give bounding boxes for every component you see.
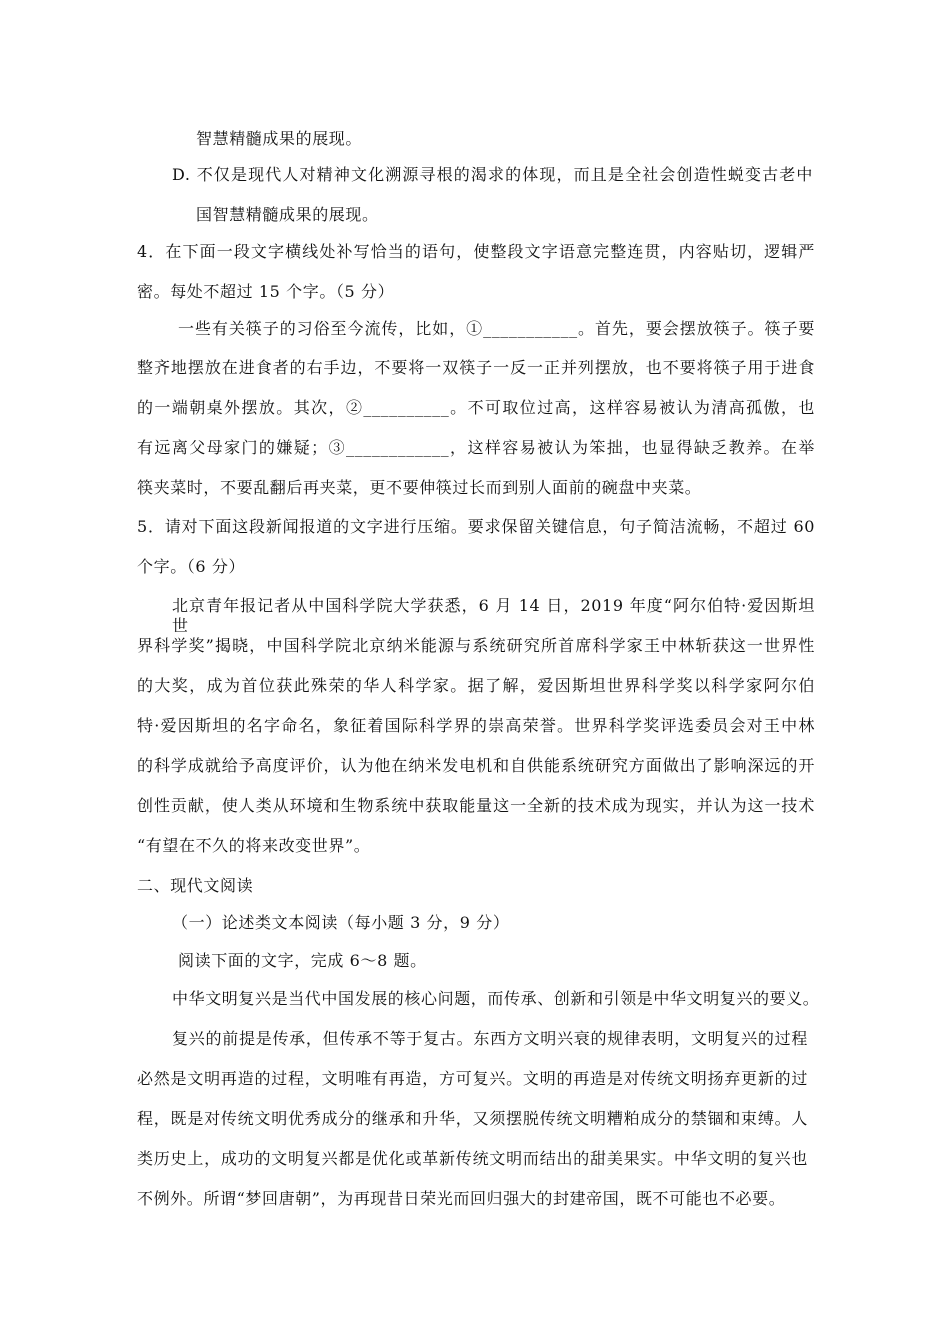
reading-instruction: 阅读下面的文字，完成 6～8 题。 [178, 951, 427, 970]
q3-option-d-line2: 国智慧精髓成果的展现。 [196, 205, 379, 224]
q5-prompt-line1: 5．请对下面这段新闻报道的文字进行压缩。要求保留关键信息，句子简洁流畅，不超过 60 [137, 517, 815, 536]
q4-passage-line: 整齐地摆放在进食者的右手边，不要将一双筷子一反一正并列摆放，也不要将筷子用于进食 [137, 358, 815, 377]
reading-passage-line: 中华文明复兴是当代中国发展的核心问题，而传承、创新和引领是中华文明复兴的要义。 [172, 989, 820, 1008]
reading-passage-line: 不例外。所谓“梦回唐朝”，为再现昔日荣光而回归强大的封建帝国，既不可能也不必要。 [137, 1189, 786, 1208]
section-subheading: （一）论述类文本阅读（每小题 3 分，9 分） [172, 913, 510, 932]
q3-option-d-line1: D. 不仅是现代人对精神文化溯源寻根的渴求的体现，而且是全社会创造性蜕变古老中 [172, 165, 813, 184]
q4-prompt-line1: 4．在下面一段文字横线处补写恰当的语句，使整段文字语意完整连贯，内容贴切，逻辑严 [137, 242, 815, 261]
reading-passage-line: 类历史上，成功的文明复兴都是优化或革新传统文明而结出的甜美果实。中华文明的复兴也 [137, 1149, 808, 1168]
q5-passage-line: 的大奖，成为首位获此殊荣的华人科学家。据了解，爱因斯坦世界科学奖以科学家阿尔伯 [137, 676, 815, 695]
q5-passage-line: “有望在不久的将来改变世界”。 [137, 836, 371, 855]
q5-passage-line: 特·爱因斯坦的名字命名，象征着国际科学界的崇高荣誉。世界科学奖评选委员会对王中林 [137, 716, 815, 735]
q5-passage-line: 创性贡献，使人类从环境和生物系统中获取能量这一全新的技术成为现实，并认为这一技术 [137, 796, 815, 815]
q4-passage-line: 的一端朝桌外摆放。其次，②__________。不可取位过高，这样容易被认为清高孤傲，也 [137, 398, 815, 417]
reading-passage-line: 程，既是对传统文明优秀成分的继承和升华，又须摆脱传统文明糟粕成分的禁锢和束缚。人 [137, 1109, 808, 1128]
q4-passage-line: 有远离父母家门的嫌疑；③____________，这样容易被认为笨拙，也显得缺乏教养。在举 [137, 438, 815, 457]
q5-passage-line: 北京青年报记者从中国科学院大学获悉，6 月 14 日，2019 年度“阿尔伯特·爱因斯坦世 [172, 596, 815, 635]
section-heading: 二、现代文阅读 [137, 876, 254, 895]
q5-passage-line: 界科学奖”揭晓，中国科学院北京纳米能源与系统研究所首席科学家王中林斩获这一世界性 [137, 636, 815, 655]
q4-passage-line: 筷夹菜时，不要乱翻后再夹菜，更不要伸筷过长而到别人面前的碗盘中夹菜。 [137, 478, 702, 497]
reading-passage-line: 复兴的前提是传承，但传承不等于复古。东西方文明兴衰的规律表明，文明复兴的过程 [172, 1029, 808, 1048]
q4-prompt-line2: 密。每处不超过 15 个字。（5 分） [137, 282, 395, 301]
q5-passage-line: 的科学成就给予高度评价，认为他在纳米发电机和自供能系统研究方面做出了影响深远的开 [137, 756, 815, 775]
reading-passage-line: 必然是文明再造的过程，文明唯有再造，方可复兴。文明的再造是对传统文明扬弃更新的过 [137, 1069, 808, 1088]
q3-option-c-tail: 智慧精髓成果的展现。 [196, 129, 363, 148]
q5-prompt-line2: 个字。（6 分） [137, 557, 246, 576]
q4-passage-line: 一些有关筷子的习俗至今流传，比如，①___________。首先，要会摆放筷子。筷子要 [178, 319, 815, 338]
